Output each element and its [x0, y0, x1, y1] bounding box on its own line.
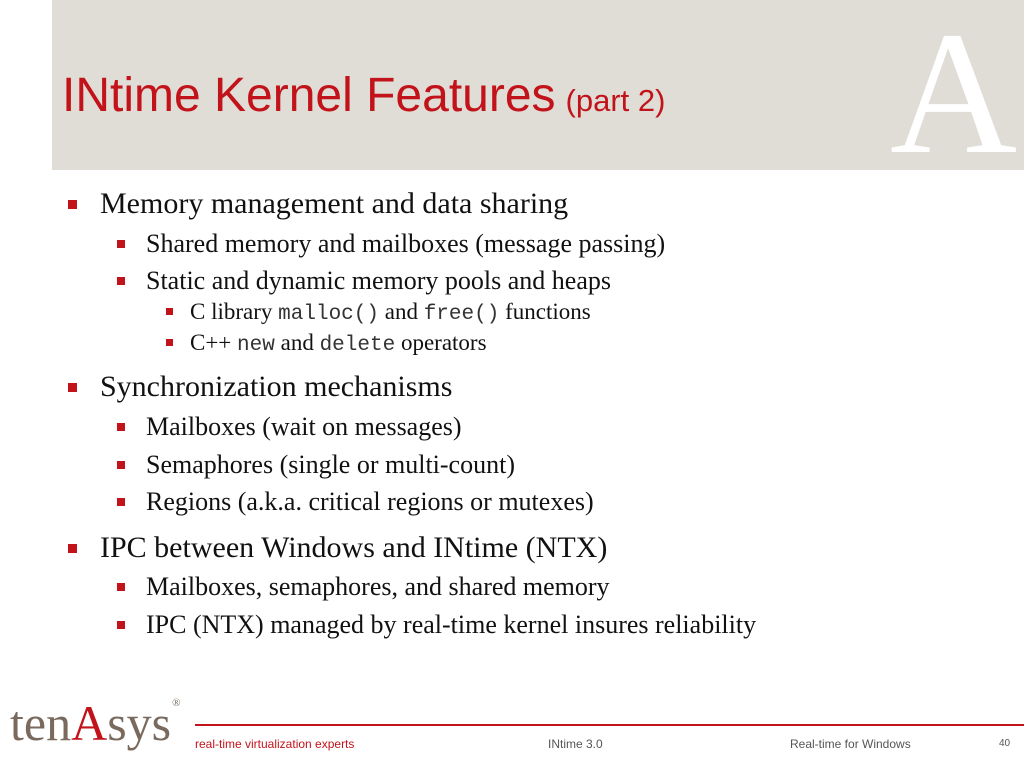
bullet-cpp-operators: [190, 330, 487, 358]
code-free: free(): [423, 303, 500, 326]
logo-prefix: ten: [10, 695, 72, 751]
bullet-mailboxes: [146, 412, 462, 442]
bullet-square-icon: [166, 308, 173, 315]
footer-platform: Real-time for Windows: [790, 737, 911, 751]
bullet-square-icon: [68, 383, 77, 392]
bullet-square-icon: [117, 621, 125, 629]
bullet-text-part: C++: [190, 330, 238, 355]
bullet-regions: [146, 487, 594, 517]
bullet-synchronization: [100, 370, 452, 405]
bullet-ipc-reliability: [146, 610, 756, 640]
bullet-square-icon: [117, 277, 125, 285]
bullet-text: Mailboxes (wait on messages): [146, 412, 462, 441]
bullet-square-icon: [117, 240, 125, 248]
bullet-text: Mailboxes, semaphores, and shared memory: [146, 572, 610, 601]
bullet-square-icon: [117, 423, 125, 431]
bullet-memory-management: [100, 187, 568, 222]
bullet-square-icon: [68, 544, 77, 553]
bullet-text: IPC between Windows and INtime (NTX): [100, 531, 608, 564]
bullet-text: Semaphores (single or multi-count): [146, 450, 515, 479]
bullet-text: Static and dynamic memory pools and heaps: [146, 266, 612, 295]
footer-divider: [195, 724, 1024, 726]
slide-title-main: INtime Kernel Features: [62, 69, 556, 122]
bullet-square-icon: [117, 461, 125, 469]
bullet-text-part: C library: [190, 299, 279, 324]
code-new: new: [237, 334, 275, 357]
decorative-a-letter: A: [890, 0, 1018, 191]
bullet-text-part: operators: [395, 330, 487, 355]
footer-tagline: real-time virtualization experts: [195, 737, 355, 751]
bullet-ipc: [100, 531, 607, 566]
bullet-text-part: and: [274, 330, 320, 355]
bullet-text: IPC (NTX) managed by real-time kernel insures reliability: [146, 610, 757, 639]
logo-suffix: sys: [107, 695, 172, 751]
bullet-text: Regions (a.k.a. critical regions or mutexes): [146, 487, 594, 516]
logo-letter: A: [71, 695, 108, 751]
registered-mark: ®: [172, 697, 181, 709]
bullet-square-icon: [166, 339, 173, 346]
bullet-memory-pools: [146, 266, 611, 296]
bullet-square-icon: [68, 200, 77, 209]
bullet-c-library: [190, 299, 591, 327]
code-delete: delete: [319, 334, 396, 357]
bullet-square-icon: [117, 498, 125, 506]
slide-title-suffix: (part 2): [565, 83, 666, 118]
bullet-text-part: functions: [499, 299, 591, 324]
tenasys-logo: [10, 695, 181, 751]
bullet-text-part: and: [378, 299, 424, 324]
bullet-text: Synchronization mechanisms: [100, 370, 453, 403]
bullet-text: Memory management and data sharing: [100, 187, 569, 220]
bullet-ipc-mailboxes: [146, 572, 610, 602]
code-malloc: malloc(): [278, 303, 379, 326]
bullet-text: Shared memory and mailboxes (message passing): [146, 229, 666, 258]
footer-product: INtime 3.0: [548, 737, 603, 751]
page-number: 40: [999, 738, 1011, 749]
bullet-square-icon: [117, 583, 125, 591]
bullet-semaphores: [146, 450, 515, 480]
bullet-shared-memory: [146, 229, 665, 259]
